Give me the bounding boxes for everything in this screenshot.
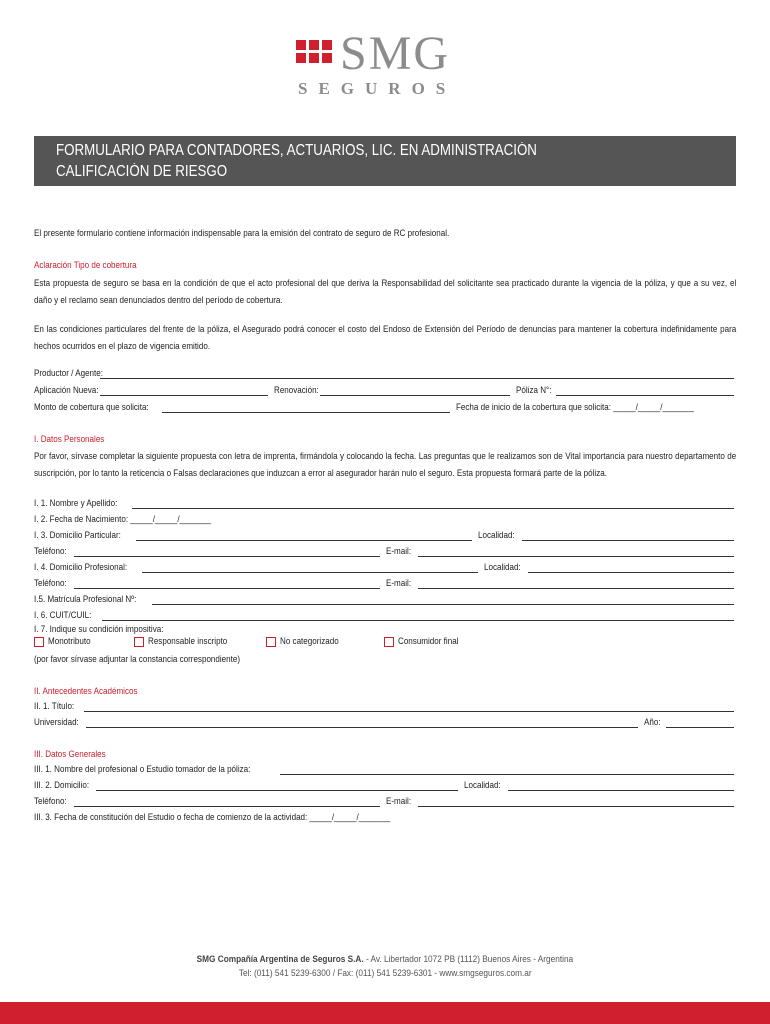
email-estudio-label: E-mail:: [386, 796, 412, 807]
cuit-field[interactable]: [102, 611, 734, 621]
renovacion-field[interactable]: [320, 386, 510, 396]
universidad-field[interactable]: [86, 718, 638, 728]
footer-contact-row: [0, 968, 770, 979]
cuit-label: I. 6. CUIT/CUIL:: [34, 610, 92, 621]
universidad-row: [34, 715, 736, 729]
email-estudio-field[interactable]: [418, 797, 734, 807]
productor-label: Productor / Agente:: [34, 368, 103, 379]
aplicacion-field[interactable]: [100, 386, 268, 396]
matricula-row: [34, 592, 736, 606]
localidad-field[interactable]: [522, 531, 734, 541]
option-responsable-inscripto-label: Responsable inscripto: [148, 636, 228, 647]
nombre-row: [34, 496, 736, 510]
aplicacion-row: [34, 383, 736, 397]
form-subtitle: CALIFICACIÓN DE RIESGO: [56, 163, 228, 180]
footer-address: [0, 954, 770, 965]
domicilio-estudio-field[interactable]: [96, 781, 458, 791]
footer-company: SMG Compañía Argentina de Seguros S.A.: [196, 954, 364, 965]
option-consumidor-final-label: Consumidor final: [398, 636, 459, 647]
telefono-estudio-row: [34, 794, 736, 808]
form-title: FORMULARIO PARA CONTADORES, ACTUARIOS, LIC. EN ADMINISTRACIÓN: [56, 142, 537, 159]
email-prof-label: E-mail:: [386, 578, 412, 589]
footer-contact: Tel: (011) 541 5239-6300 / Fax: (011) 541 5239-6301 - www.smgseguros.com.ar: [238, 968, 532, 979]
cobertura-paragraph-1: Esta propuesta de seguro se basa en la condición de que el acto profesional del que deriva la Responsabilidad del solicitante sea practicado durante la vigencia de la póliza, y que a su vez, el daño y el reclamo sean denunciados dentro del período de cobertura.: [34, 278, 737, 306]
cobertura-paragraph-2: En las condiciones particulares del frente de la póliza, el Asegurado podrá conocer el costo del Endoso de Extensión del Período de denuncias para mantener la cobertura indefinidamente para hechos ocurridos en el plazo de vigencia emitido.: [34, 324, 737, 352]
renovacion-label: Renovación:: [274, 385, 319, 396]
smg-logo: [296, 27, 476, 100]
domicilio-profesional-row: [34, 560, 736, 574]
nombre-label: I. 1. Nombre y Apellido:: [34, 498, 118, 509]
checkbox-no-categorizado[interactable]: [266, 637, 276, 647]
logo-sub: SEGUROS: [298, 79, 457, 98]
monto-label: Monto de cobertura que solicita:: [34, 402, 149, 413]
domicilio-estudio-label: III. 2. Domicilio:: [34, 780, 90, 791]
anio-label: Año:: [644, 717, 661, 728]
nombre-field[interactable]: [132, 499, 734, 509]
cuit-row: [34, 608, 736, 622]
matricula-label: I.5. Matrícula Profesional Nº:: [34, 594, 137, 605]
telefono-prof-field[interactable]: [74, 579, 380, 589]
titulo-label: II. 1. Título:: [34, 701, 75, 712]
option-monotributo-label: Monotributo: [48, 636, 91, 647]
telefono-prof-label: Teléfono:: [34, 578, 67, 589]
telefono-field[interactable]: [74, 547, 380, 557]
footer-accent-bar: [0, 1002, 770, 1024]
personales-intro: Por favor, sírvase completar la siguiente propuesta con letra de imprenta, firmándola y colocando la fecha. Las preguntas que le realizamos son de Vital importancia para nuestro departamento de suscripción, por lo tanto la reticencia o Falsas declaraciones que induzcan a error al asegurador harán nulo el seguro. Esta propuesta formará parte de la póliza.: [34, 451, 737, 479]
email-field[interactable]: [418, 547, 734, 557]
poliza-field[interactable]: [556, 386, 734, 396]
poliza-label: Póliza N°:: [516, 385, 552, 396]
fecha-constitucion-field[interactable]: III. 3. Fecha de constitución del Estudio o fecha de comienzo de la actividad: _____/_____/_______: [34, 812, 391, 823]
localidad-estudio-label: Localidad:: [464, 780, 501, 791]
telefono-label: Teléfono:: [34, 546, 67, 557]
localidad-prof-label: Localidad:: [484, 562, 521, 573]
localidad-label: Localidad:: [478, 530, 515, 541]
form-title-band: [34, 136, 736, 186]
email-label: E-mail:: [386, 546, 412, 557]
logo-brand: SMG: [340, 27, 451, 80]
monto-row: [34, 400, 736, 414]
checkbox-consumidor-final[interactable]: [384, 637, 394, 647]
personales-title: I. Datos Personales: [34, 434, 105, 445]
intro-text: El presente formulario contiene información indispensable para la emisión del contrato de seguro de RC profesional.: [34, 228, 450, 239]
condicion-row: [34, 622, 736, 636]
domicilio-profesional-label: I. 4. Domicilio Profesional:: [34, 562, 128, 573]
nacimiento-field[interactable]: I. 2. Fecha de Nacimiento: _____/_____/_______: [34, 514, 211, 525]
telefono-prof-row: [34, 576, 736, 590]
logo-squares-icon: [296, 40, 340, 74]
domicilio-particular-field[interactable]: [136, 531, 472, 541]
nacimiento-row: [34, 512, 736, 526]
checkbox-responsable-inscripto[interactable]: [134, 637, 144, 647]
titulo-row: [34, 699, 736, 713]
telefono-estudio-label: Teléfono:: [34, 796, 67, 807]
constancia-note: (por favor sírvase adjuntar la constancia correspondiente): [34, 654, 241, 665]
option-responsable-inscripto[interactable]: [134, 636, 242, 647]
monto-field[interactable]: [162, 403, 450, 413]
option-no-categorizado[interactable]: [266, 636, 350, 647]
footer-address-text: - Av. Libertador 1072 PB (1112) Buenos Aires - Argentina: [363, 954, 574, 965]
titulo-field[interactable]: [84, 702, 734, 712]
cobertura-title: Aclaración Tipo de cobertura: [34, 260, 137, 271]
aplicacion-label: Aplicación Nueva:: [34, 385, 99, 396]
domicilio-particular-row: [34, 528, 736, 542]
localidad-estudio-field[interactable]: [508, 781, 734, 791]
telefono-estudio-field[interactable]: [74, 797, 380, 807]
academicos-title: II. Antecedentes Académicos: [34, 686, 138, 697]
checkbox-monotributo[interactable]: [34, 637, 44, 647]
email-prof-field[interactable]: [418, 579, 734, 589]
condicion-label: I. 7. Indique su condición impositiva:: [34, 624, 164, 635]
domicilio-particular-label: I. 3. Domicilio Particular:: [34, 530, 121, 541]
fecha-inicio-label[interactable]: Fecha de inicio de la cobertura que solicita: _____/_____/_______: [456, 402, 694, 413]
nombre-estudio-field[interactable]: [280, 765, 734, 775]
anio-field[interactable]: [666, 718, 734, 728]
nombre-estudio-label: III. 1. Nombre del profesional o Estudio tomador de la póliza:: [34, 764, 251, 775]
productor-row: [34, 366, 736, 380]
telefono-row: [34, 544, 736, 558]
nombre-estudio-row: [34, 762, 736, 776]
universidad-label: Universidad:: [34, 717, 79, 728]
domicilio-estudio-row: [34, 778, 736, 792]
matricula-field[interactable]: [152, 595, 734, 605]
localidad-prof-field[interactable]: [528, 563, 734, 573]
option-consumidor-final[interactable]: [384, 636, 470, 647]
generales-title: III. Datos Generales: [34, 749, 106, 760]
constancia-row: [34, 652, 736, 666]
domicilio-profesional-field[interactable]: [142, 563, 478, 573]
fecha-constitucion-row: [34, 810, 736, 824]
option-monotributo[interactable]: [34, 636, 99, 647]
option-no-categorizado-label: No categorizado: [280, 636, 339, 647]
productor-field[interactable]: [100, 369, 734, 379]
